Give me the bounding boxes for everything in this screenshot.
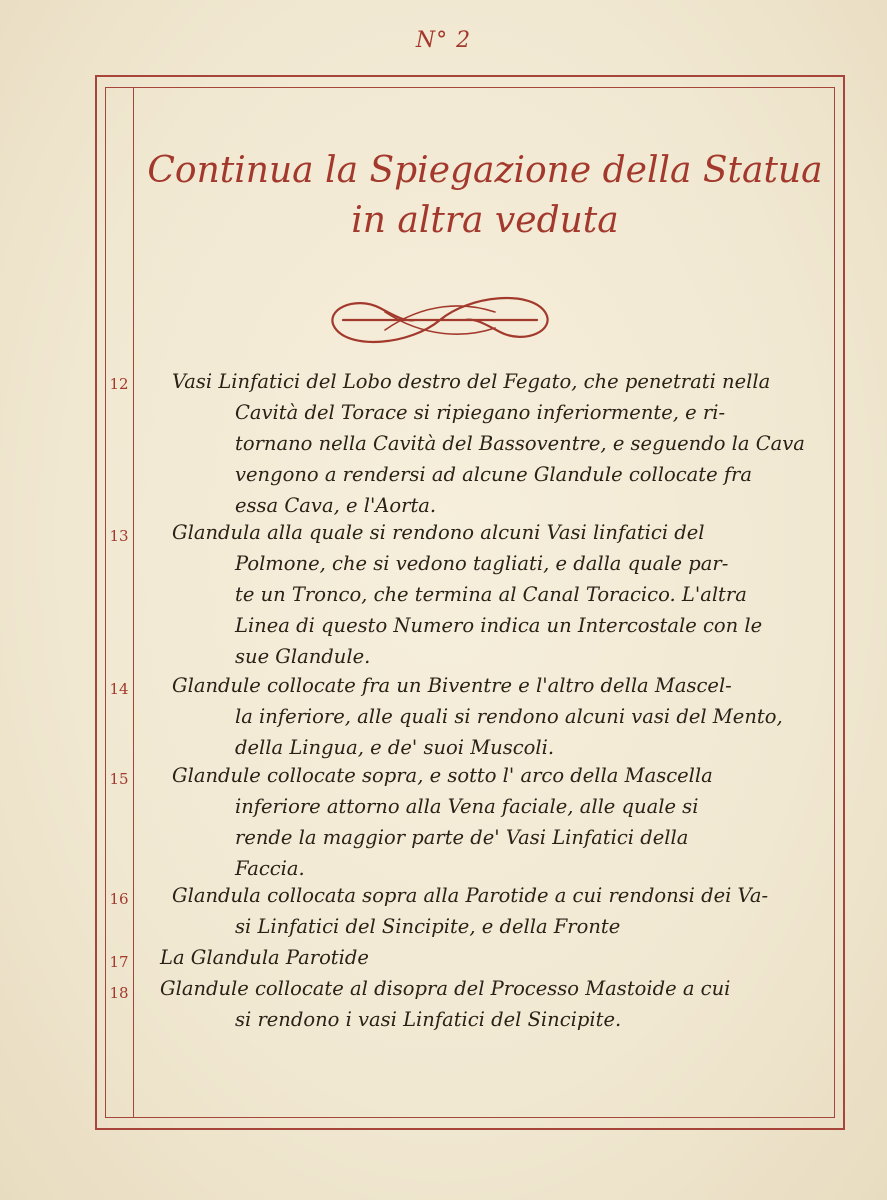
entry-number-16: 16 xyxy=(109,890,129,908)
entry-line: Linea di questo Numero indica un Intercostale con le xyxy=(235,614,763,637)
entry-number-14: 14 xyxy=(109,680,129,698)
entry-line: Glandula alla quale si rendono alcuni Vasi linfatici del xyxy=(172,521,705,544)
page-number: N° 2 xyxy=(415,28,472,53)
entry-line: si rendono i vasi Linfatici del Sincipite. xyxy=(235,1008,622,1031)
entry-line: Glandule collocate al disopra del Processo Mastoide a cui xyxy=(160,977,731,1000)
entry-line: della Lingua, e de' suoi Muscoli. xyxy=(235,736,555,759)
title-line-2: in altra veduta xyxy=(351,200,619,241)
entry-line: Vasi Linfatici del Lobo destro del Fegato, che penetrati nella xyxy=(172,370,771,393)
entry-number-12: 12 xyxy=(109,375,129,393)
entry-number-15: 15 xyxy=(109,770,129,788)
entry-number-18: 18 xyxy=(109,984,129,1002)
entry-line: Glandule collocate fra un Biventre e l'altro della Mascel- xyxy=(172,674,732,697)
entry-line: la inferiore, alle quali si rendono alcuni vasi del Mento, xyxy=(235,705,783,728)
entry-line: Polmone, che si vedono tagliati, e dalla quale par- xyxy=(235,552,729,575)
entry-line: Glandule collocate sopra, e sotto l' arco della Mascella xyxy=(172,764,713,787)
entry-line: essa Cava, e l'Aorta. xyxy=(235,494,437,517)
entry-line: inferiore attorno alla Vena faciale, alle quale si xyxy=(235,795,699,818)
decorative-flourish-icon xyxy=(325,290,555,350)
title-line-1: Continua la Spiegazione della Statua xyxy=(147,150,823,191)
entry-number-17: 17 xyxy=(109,953,129,971)
entry-line: La Glandula Parotide xyxy=(160,946,369,969)
entry-line: te un Tronco, che termina al Canal Toracico. L'altra xyxy=(235,583,747,606)
entry-line: vengono a rendersi ad alcune Glandule collocate fra xyxy=(235,463,752,486)
entry-line: Glandula collocata sopra alla Parotide a cui rendonsi dei Va- xyxy=(172,884,769,907)
entry-line: rende la maggior parte de' Vasi Linfatici della xyxy=(235,826,689,849)
entry-line: Cavità del Torace si ripiegano inferiormente, e ri- xyxy=(235,401,726,424)
entry-line: tornano nella Cavità del Bassoventre, e seguendo la Cava xyxy=(235,432,805,455)
entry-line: Faccia. xyxy=(235,857,305,880)
entry-line: sue Glandule. xyxy=(235,645,371,668)
entry-number-13: 13 xyxy=(109,527,129,545)
entry-line: si Linfatici del Sincipite, e della Fronte xyxy=(235,915,621,938)
